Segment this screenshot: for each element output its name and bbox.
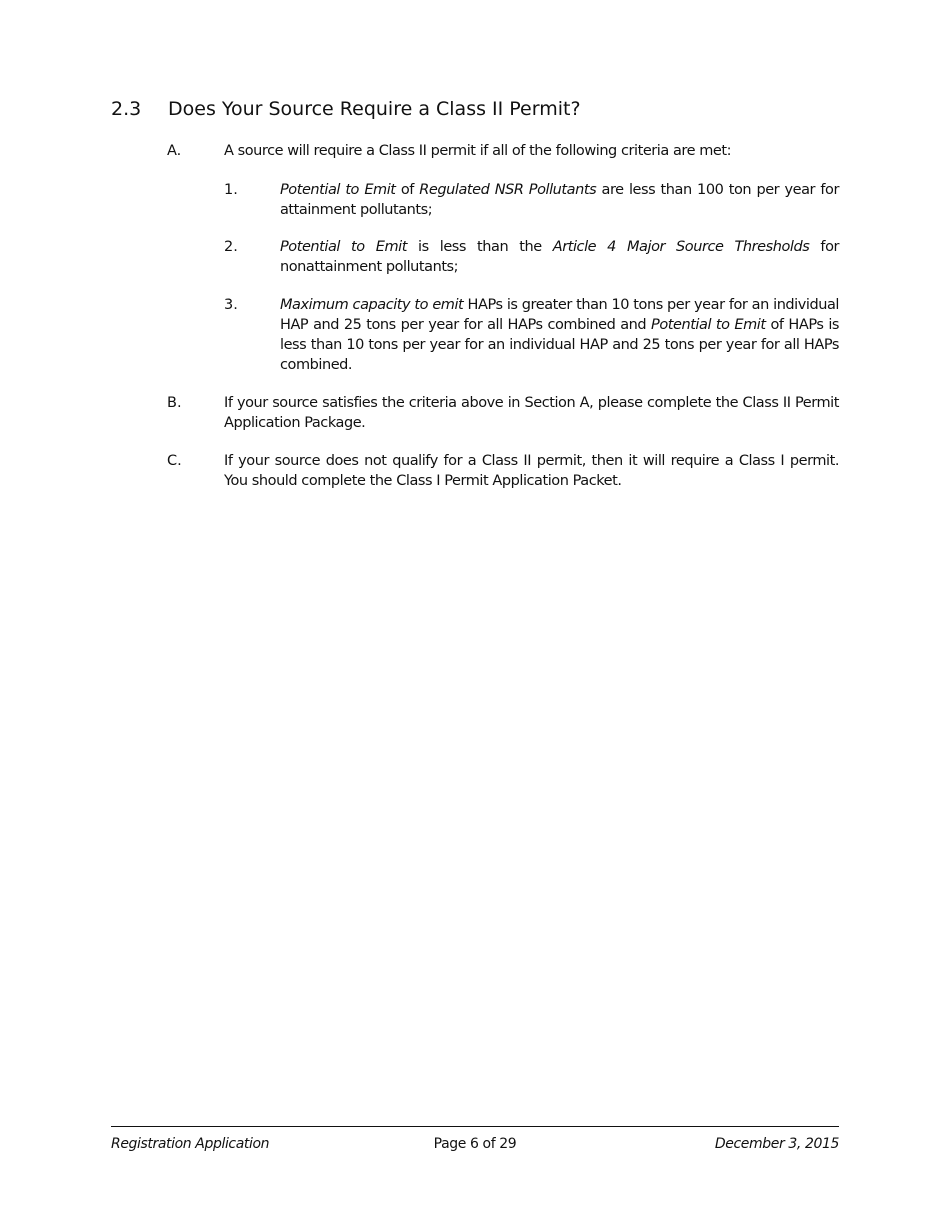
subitem-marker: 2. xyxy=(224,239,238,255)
subitem-marker: 1. xyxy=(224,182,238,198)
footer-date: December 3, 2015 xyxy=(714,1136,839,1152)
footer-divider xyxy=(111,1126,839,1127)
subitem-text: Maximum capacity to emit HAPs is greater than 10 tons per year for an individual HAP and 25 tons per year for all HAPs combined and Potential to Emit of HAPs is less than 10 tons per year for an individual HAP and 25 tons per year for all HAPs combined. xyxy=(280,297,840,373)
item-marker: C. xyxy=(167,453,182,469)
page-footer xyxy=(111,1134,839,1154)
item-marker: B. xyxy=(167,395,182,411)
emphasis-term: Potential to Emit xyxy=(280,182,396,198)
section-title: Does Your Source Require a Class II Permit? xyxy=(168,98,581,120)
footer-document-title: Registration Application xyxy=(111,1136,270,1152)
item-text: If your source does not qualify for a Class II permit, then it will require a Class I permit. You should complete the Class I Permit Application Packet. xyxy=(224,453,839,489)
item-text: If your source satisfies the criteria above in Section A, please complete the Class II Permit Application Package. xyxy=(224,395,839,431)
subitem-marker: 3. xyxy=(224,297,238,313)
emphasis-term: Article 4 Major Source Thresholds xyxy=(552,239,810,255)
section-heading xyxy=(111,98,581,120)
footer-page-number: Page 6 of 29 xyxy=(433,1136,517,1152)
emphasis-term: Potential to Emit xyxy=(651,317,766,333)
subitem-text: Potential to Emit of Regulated NSR Pollutants are less than 100 ton per year for attainment pollutants; xyxy=(280,182,839,218)
emphasis-term: Potential to Emit xyxy=(280,239,407,255)
section-number: 2.3 xyxy=(111,98,142,120)
item-text: A source will require a Class II permit if all of the following criteria are met: xyxy=(224,143,732,159)
subitem-text: Potential to Emit is less than the Article 4 Major Source Thresholds for nonattainment pollutants; xyxy=(280,239,839,275)
emphasis-term: Regulated NSR Pollutants xyxy=(419,182,597,198)
emphasis-term: Maximum capacity to emit xyxy=(280,297,464,313)
item-marker: A. xyxy=(167,143,182,159)
